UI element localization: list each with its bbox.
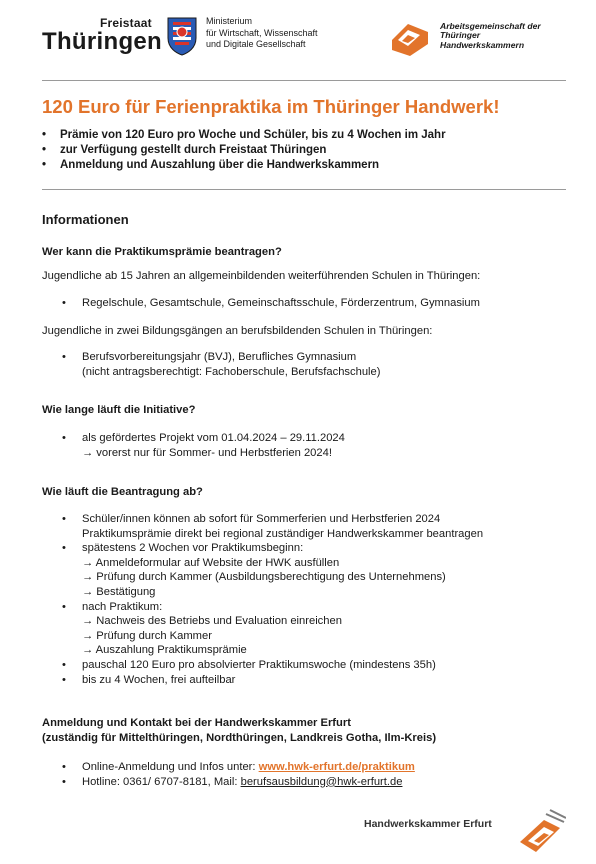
list-item: • spätestens 2 Wochen vor Praktikumsbeginn: → Anmeldeformular auf Website der HWK ausfüllen → Prüfung durch Kammer (Ausbildungsberechtigung des Unternehmens) → Bestätigung bbox=[62, 542, 446, 598]
who-intro-1: Jugendliche ab 15 Jahren an allgemeinbildenden weiterführenden Schulen in Thüringen: bbox=[42, 270, 481, 282]
list-item: • Online-Anmeldung und Infos unter: www.hwk-erfurt.de/praktikum bbox=[62, 761, 415, 773]
list-item: • Schüler/innen können ab sofort für Sommerferien und Herbstferien 2024 Praktikumsprämie direkt bei regional zuständiger Handwerkskammer beantragen bbox=[62, 513, 484, 540]
highlight-item: • zur Verfügung gestellt durch Freistaat Thüringen bbox=[42, 144, 327, 156]
hwk-erfurt-logo-icon bbox=[514, 808, 566, 856]
duration-question: Wie lange läuft die Initiative? bbox=[42, 404, 196, 416]
ministry-label: Ministerium für Wirtschaft, Wissenschaft und Digitale Gesellschaft bbox=[206, 16, 318, 49]
arbeitsgemeinschaft-label: Arbeitsgemeinschaft der Thüringer Handwerkskammern bbox=[440, 21, 541, 50]
registration-link[interactable]: www.hwk-erfurt.de/praktikum bbox=[258, 761, 415, 773]
list-item: • pauschal 120 Euro pro absolvierter Praktikumswoche (mindestens 35h) bbox=[62, 658, 436, 671]
list-item: • nach Praktikum: → Nachweis des Betriebs und Evaluation einreichen → Prüfung durch Kammer → Auszahlung Praktikumsprämie bbox=[62, 600, 342, 657]
who-intro-2: Jugendliche in zwei Bildungsgängen an berufsbildenden Schulen in Thüringen: bbox=[42, 325, 433, 337]
list-item: • Hotline: 0361/ 6707-8181, Mail: berufsausbildung@hwk-erfurt.de bbox=[62, 775, 403, 788]
highlight-item: • Anmeldung und Auszahlung über die Handwerkskammern bbox=[42, 159, 380, 171]
who-list-2 bbox=[62, 350, 381, 379]
list-item: • als gefördertes Projekt vom 01.04.2024 – 29.11.2024 → vorerst nur für Sommer- und Herbstferien 2024! bbox=[62, 432, 345, 459]
hwk-erfurt-label: Handwerkskammer Erfurt bbox=[364, 818, 492, 830]
highlight-item: • Prämie von 120 Euro pro Woche und Schüler, bis zu 4 Wochen im Jahr bbox=[42, 129, 446, 141]
handwerk-logo-icon bbox=[388, 20, 432, 58]
process-list bbox=[62, 512, 483, 687]
process-question: Wie läuft die Beantragung ab? bbox=[42, 486, 203, 498]
contact-heading: Anmeldung und Kontakt bei der Handwerkskammer Erfurt (zuständig für Mittelthüringen, Nordthüringen, Landkreis Gotha, Ilm-Kreis) bbox=[42, 717, 437, 744]
section-divider bbox=[42, 189, 566, 190]
duration-list bbox=[62, 431, 345, 460]
list-item: • Regelschule, Gesamtschule, Gemeinschaftsschule, Förderzentrum, Gymnasium bbox=[62, 297, 480, 309]
list-item: • Berufsvorbereitungsjahr (BVJ), Berufliches Gymnasium (nicht antragsberechtigt: Fachoberschule, Berufsfachschule) bbox=[62, 351, 381, 378]
contact-list bbox=[62, 760, 415, 789]
who-question: Wer kann die Praktikumsprämie beantragen? bbox=[42, 246, 282, 258]
info-heading: Informationen bbox=[42, 212, 129, 227]
freistaat-label: Freistaat bbox=[100, 16, 152, 30]
thueringen-label: Thüringen bbox=[42, 28, 163, 55]
email-link[interactable]: berufsausbildung@hwk-erfurt.de bbox=[240, 775, 403, 788]
header bbox=[42, 14, 566, 64]
thueringen-crest-icon bbox=[166, 16, 198, 56]
freistaat-thueringen-logo bbox=[42, 14, 202, 60]
page-title: 120 Euro für Ferienpraktika im Thüringer Handwerk! bbox=[42, 96, 500, 117]
header-divider bbox=[42, 80, 566, 81]
who-list-1 bbox=[62, 296, 480, 311]
highlights-list bbox=[42, 128, 446, 173]
list-item: • bis zu 4 Wochen, frei aufteilbar bbox=[62, 673, 236, 686]
